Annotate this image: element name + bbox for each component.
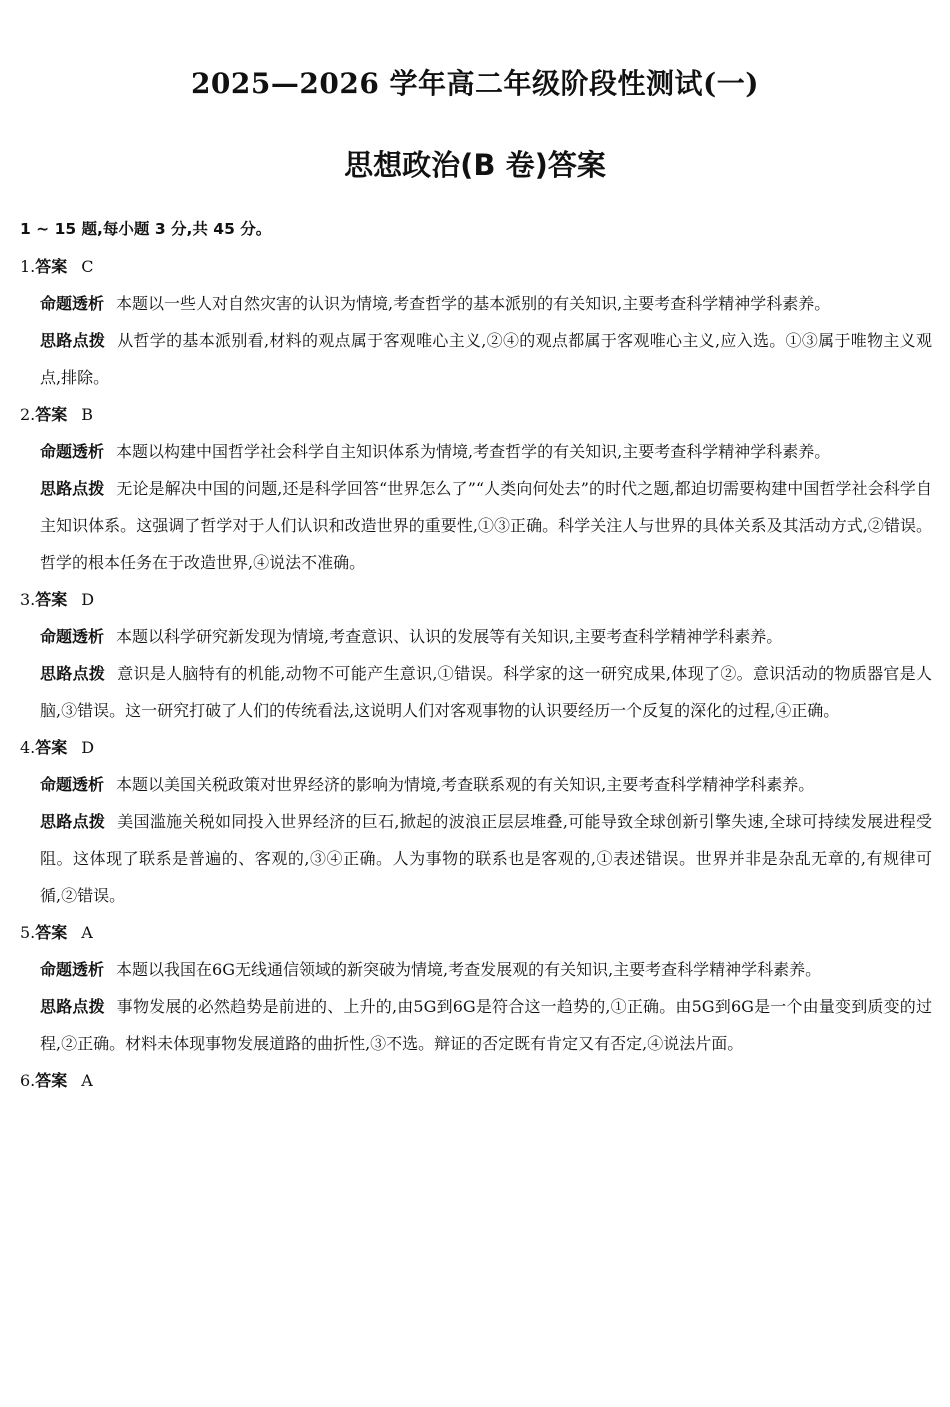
answer-value: B bbox=[81, 405, 94, 424]
scoring-intro: 1 ~ 15 题,每小题 3 分,共 45 分。 bbox=[20, 220, 272, 238]
question-number: 1. bbox=[20, 257, 36, 276]
approach-text: 意识是人脑特有的机能,动物不可能产生意识,①错误。科学家的这一研究成果,体现了②。意识活动的物质器官是人脑,③错误。这一研究打破了人们的传统看法,这说明人们对客观事物的认识要经历一个反复的深化的过程,④正确。 bbox=[40, 664, 932, 720]
answer-value: D bbox=[81, 590, 95, 609]
answer-content bbox=[20, 211, 932, 1099]
answer-label: 答案 bbox=[35, 1071, 68, 1090]
page-subtitle: 思想政治(B 卷)答案 bbox=[344, 148, 606, 182]
approach-label: 思路点拨 bbox=[40, 331, 106, 350]
analysis-paragraph bbox=[20, 433, 932, 470]
question-number: 5. bbox=[20, 923, 36, 942]
analysis-text: 本题以我国在6G无线通信领域的新突破为情境,考查发展观的有关知识,主要考查科学精神学科素养。 bbox=[116, 960, 822, 979]
approach-label: 思路点拨 bbox=[40, 664, 106, 683]
question-item bbox=[20, 248, 932, 396]
question-answer-line bbox=[20, 581, 932, 618]
question-item bbox=[20, 729, 932, 914]
approach-label: 思路点拨 bbox=[40, 479, 105, 498]
answer-label: 答案 bbox=[35, 923, 68, 942]
analysis-label: 命题透析 bbox=[40, 960, 105, 979]
approach-text: 从哲学的基本派别看,材料的观点属于客观唯心主义,②④的观点都属于客观唯心主义,应入选。①③属于唯物主义观点,排除。 bbox=[40, 331, 932, 387]
approach-text: 无论是解决中国的问题,还是科学回答“世界怎么了”“人类向何处去”的时代之题,都迫切需要构建中国哲学社会科学自主知识体系。这强调了哲学对于人们认识和改造世界的重要性,①③正确。科学关注人与世界的具体关系及其活动方式,②错误。哲学的根本任务在于改造世界,④说法不准确。 bbox=[40, 479, 932, 572]
approach-paragraph bbox=[20, 655, 932, 729]
approach-paragraph bbox=[20, 988, 932, 1062]
question-item bbox=[20, 581, 932, 729]
analysis-text: 本题以美国关税政策对世界经济的影响为情境,考查联系观的有关知识,主要考查科学精神学科素养。 bbox=[116, 775, 815, 794]
answer-label: 答案 bbox=[35, 590, 68, 609]
question-number: 4. bbox=[20, 738, 36, 757]
analysis-paragraph bbox=[20, 766, 932, 803]
approach-paragraph bbox=[20, 803, 932, 914]
question-item bbox=[20, 396, 932, 581]
analysis-label: 命题透析 bbox=[40, 442, 105, 461]
answer-value: D bbox=[81, 738, 95, 757]
approach-paragraph bbox=[20, 322, 932, 396]
analysis-text: 本题以科学研究新发现为情境,考查意识、认识的发展等有关知识,主要考查科学精神学科素养。 bbox=[116, 627, 783, 646]
approach-label: 思路点拨 bbox=[40, 997, 105, 1016]
question-answer-line bbox=[20, 729, 932, 766]
question-answer-line bbox=[20, 248, 932, 285]
question-item bbox=[20, 914, 932, 1062]
question-item bbox=[20, 1062, 932, 1099]
question-number: 3. bbox=[20, 590, 36, 609]
approach-paragraph bbox=[20, 470, 932, 581]
approach-text: 事物发展的必然趋势是前进的、上升的,由5G到6G是符合这一趋势的,①正确。由5G到6G是一个由量变到质变的过程,②正确。材料未体现事物发展道路的曲折性,③不选。辩证的否定既有肯定又有否定,④说法片面。 bbox=[40, 997, 932, 1053]
approach-label: 思路点拨 bbox=[40, 812, 106, 831]
question-answer-line bbox=[20, 396, 932, 433]
question-number: 6. bbox=[20, 1071, 36, 1090]
question-answer-line bbox=[20, 1062, 932, 1099]
analysis-label: 命题透析 bbox=[40, 294, 105, 313]
analysis-text: 本题以构建中国哲学社会科学自主知识体系为情境,考查哲学的有关知识,主要考查科学精神学科素养。 bbox=[116, 442, 831, 461]
analysis-text: 本题以一些人对自然灾害的认识为情境,考查哲学的基本派别的有关知识,主要考查科学精神学科素养。 bbox=[116, 294, 831, 313]
approach-text: 美国滥施关税如同投入世界经济的巨石,掀起的波浪正层层堆叠,可能导致全球创新引擎失速,全球可持续发展进程受阻。这体现了联系是普遍的、客观的,③④正确。人为事物的联系也是客观的,①表述错误。世界并非是杂乱无章的,有规律可循,②错误。 bbox=[40, 812, 932, 905]
answer-label: 答案 bbox=[35, 738, 68, 757]
analysis-paragraph bbox=[20, 951, 932, 988]
answer-label: 答案 bbox=[35, 405, 68, 424]
page-title: 2025—2026 学年高二年级阶段性测试(一) bbox=[190, 67, 760, 100]
question-answer-line bbox=[20, 914, 932, 951]
answer-value: A bbox=[81, 923, 93, 942]
analysis-paragraph bbox=[20, 285, 932, 322]
answer-value: C bbox=[81, 257, 94, 276]
analysis-paragraph bbox=[20, 618, 932, 655]
analysis-label: 命题透析 bbox=[40, 775, 105, 794]
answer-label: 答案 bbox=[35, 257, 68, 276]
analysis-label: 命题透析 bbox=[40, 627, 105, 646]
question-number: 2. bbox=[20, 405, 36, 424]
answer-value: A bbox=[81, 1071, 93, 1090]
